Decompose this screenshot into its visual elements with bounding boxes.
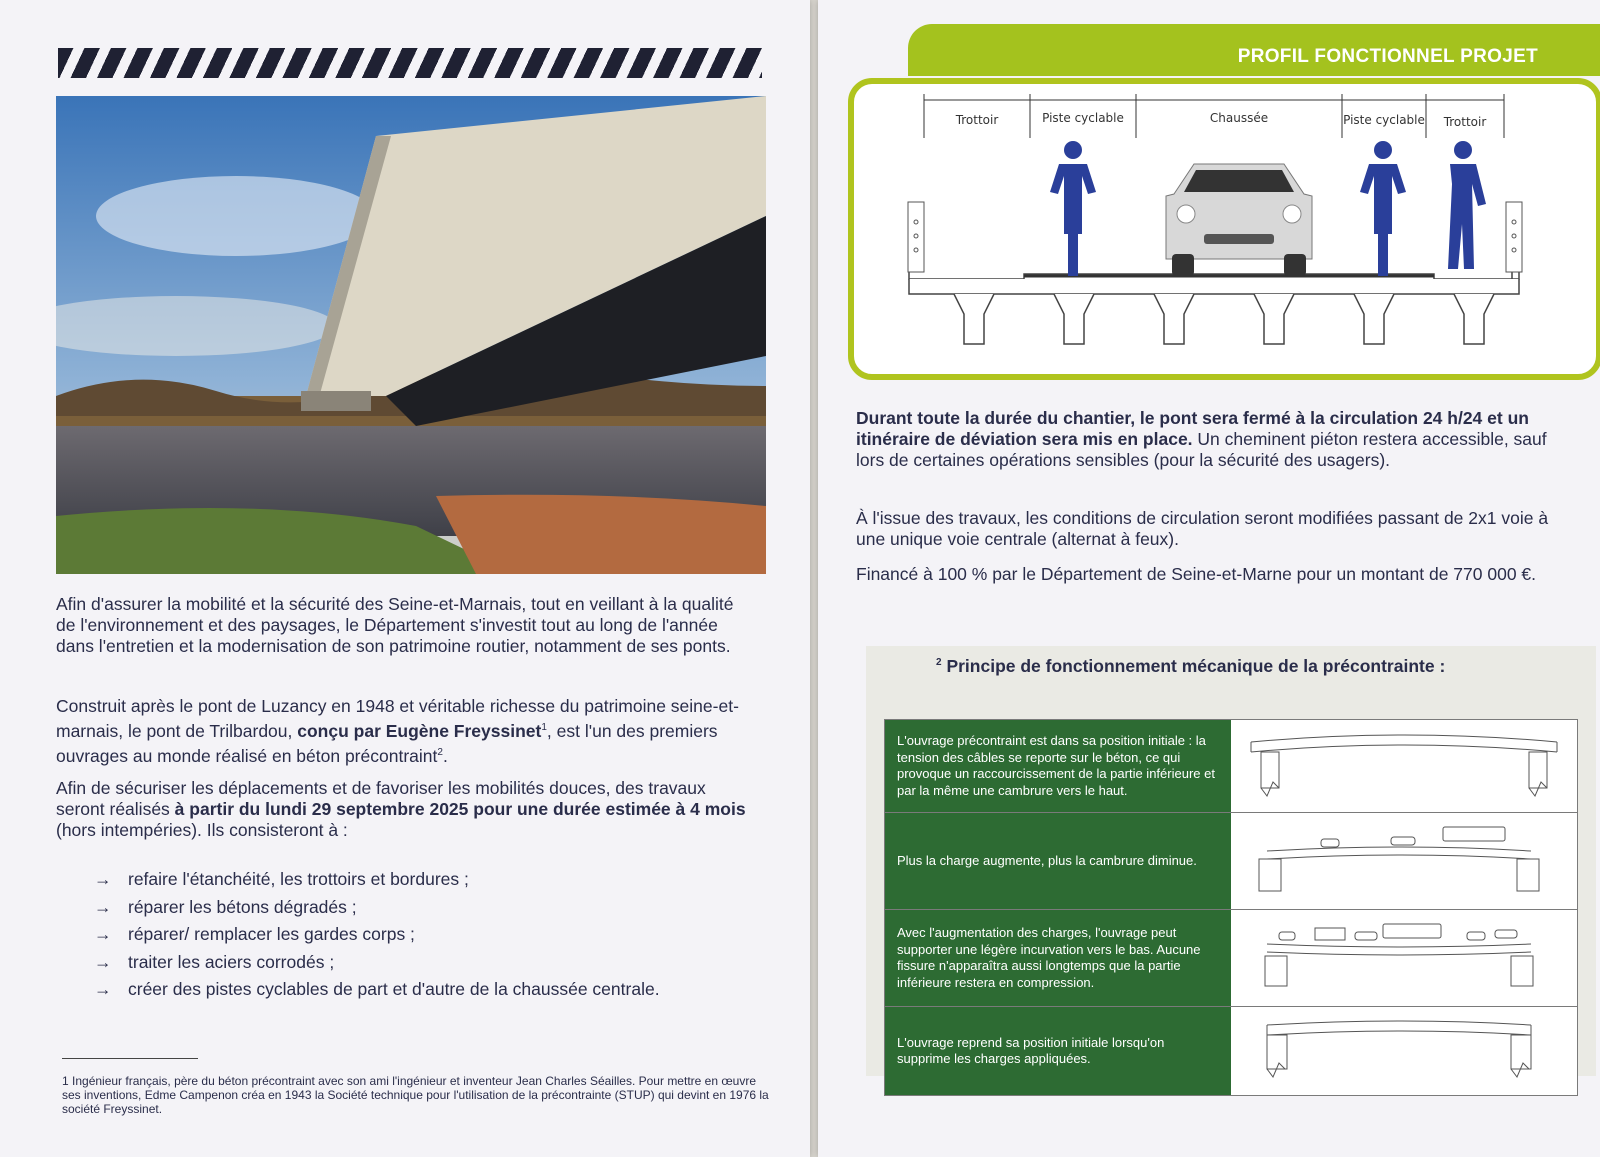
closure-paragraph <box>856 408 1556 471</box>
list-item: → réparer les bétons dégradés ; <box>94 894 660 922</box>
table-row <box>884 813 1578 910</box>
cyclist-icon-right <box>1360 141 1406 276</box>
row-text: Plus la charge augmente, plus la cambrure diminue. <box>885 813 1231 909</box>
table-row <box>884 910 1578 1007</box>
profile-title: PROFIL FONCTIONNEL PROJET <box>1237 46 1538 67</box>
works-paragraph <box>56 778 746 841</box>
bridge-deck-diagram <box>1231 910 1577 1006</box>
label-chaussee: Chaussée <box>1209 111 1269 125</box>
intro-paragraph: Afin d'assurer la mobilité et la sécurité des Seine-et-Marnais, tout en veillant à la qualité de l'environnement et des paysages, le Département s'investit tout au long de l'année dans l'entretien et la modernisation de son patrimoine routier, notamment de ses ponts. <box>56 594 734 656</box>
closure-rest: Un cheminent piéton restera accessible, sauf lors de certaines opérations sensibles (pour la sécurité des usagers). <box>856 429 1547 470</box>
works-list <box>94 866 660 1004</box>
list-item: → refaire l'étanchéité, les trottoirs et bordures ; <box>94 866 660 894</box>
history-text-2: , est l'un des premiers ouvrages au monde réalisé en béton précontraint <box>56 720 718 766</box>
footnote-ref-2-target: 2 <box>936 657 942 669</box>
history-text-1: Construit après le pont de Luzancy en 1948 et véritable richesse du patrimoine seine-et-marnais, le pont de Trilbardou, <box>56 696 739 741</box>
label-piste-left: Piste cyclable <box>1042 111 1124 125</box>
footnote-ref-1[interactable]: 1 <box>541 722 547 733</box>
arrow-icon: → <box>94 979 112 999</box>
right-page <box>818 0 1600 1157</box>
table-row <box>884 719 1578 813</box>
freyssinet-bold: conçu par Eugène Freyssinet <box>297 720 542 741</box>
works-text-2: (hors intempéries). Ils consisteront à : <box>56 820 348 840</box>
closure-bold: Durant toute la durée du chantier, le pont sera fermé à la circulation 24 h/24 et un itinéraire de déviation sera mis en place. <box>856 408 1529 449</box>
funding-paragraph: Financé à 100 % par le Département de Seine-et-Marne pour un montant de 770 000 €. <box>856 564 1537 584</box>
arrow-icon: → <box>94 896 112 917</box>
profile-tab <box>908 24 1600 76</box>
footnote: 1 Ingénieur français, père du béton précontraint avec son ami l'ingénieur et inventeur Jean Charles Séailles. Pour mettre en œuvre ses inventions, Edme Campenon créa en 1943 la Société technique pour l'utilisation de la précontrainte (STUP) qui devint en 1976 la société Freyssinet. <box>62 1074 769 1116</box>
bridge-profile-diagram <box>848 78 1600 380</box>
label-trottoir-right: Trottoir <box>1443 115 1487 129</box>
row-text: Avec l'augmentation des charges, l'ouvrage peut supporter une légère incurvation vers le bas. Aucune fissure n'apparaîtra aussi longtemps que la partie inférieure restera en compression. <box>885 910 1231 1006</box>
label-trottoir-left: Trottoir <box>955 113 999 127</box>
row-text: L'ouvrage reprend sa position initiale lorsqu'on supprime les charges appliquées. <box>885 1007 1231 1095</box>
table-row <box>884 1007 1578 1096</box>
pedestrian-icon <box>1448 141 1486 269</box>
list-item: → créer des pistes cyclables de part et d'autre de la chaussée centrale. <box>94 976 660 1004</box>
arrow-icon: → <box>94 951 112 972</box>
history-text-3: . <box>442 745 448 766</box>
after-works-paragraph: À l'issue des travaux, les conditions de circulation seront modifiées passant de 2x1 voie à une unique voie centrale (alternat à feux). <box>856 508 1549 549</box>
bridge-deck-diagram <box>1231 720 1577 812</box>
list-item: → traiter les aciers corrodés ; <box>94 949 660 977</box>
mechanics-title: $^2$ Principe de fonctionnement mécanique de la précontrainte : <box>936 656 1446 676</box>
footnote-divider <box>62 1058 198 1059</box>
bridge-photo <box>56 96 766 574</box>
car-icon <box>1166 164 1312 276</box>
footnote-ref-2[interactable]: 2 <box>437 746 443 758</box>
works-dates-bold: à partir du lundi 29 septembre 2025 pour une durée estimée à 4 mois <box>174 799 746 819</box>
bridge-deck-diagram <box>1231 1007 1577 1095</box>
arrow-icon: → <box>94 869 112 889</box>
mechanics-table <box>884 719 1578 1096</box>
works-text-1: Afin de sécuriser les déplacements et de favoriser les mobilités douces, des travaux seront réalisés <box>56 778 706 819</box>
hazard-stripes <box>58 48 762 78</box>
arrow-icon: → <box>94 924 112 944</box>
bridge-deck-diagram <box>1231 813 1577 909</box>
label-piste-right: Piste cyclable <box>1343 113 1425 127</box>
list-item: → réparer/ remplacer les gardes corps ; <box>94 921 660 949</box>
row-text: L'ouvrage précontraint est dans sa position initiale : la tension des câbles se reporte sur le béton, ce qui provoque un raccourcissement de la partie inférieure et par la même une cambrure vers le haut. <box>885 720 1231 812</box>
history-paragraph <box>56 696 756 767</box>
